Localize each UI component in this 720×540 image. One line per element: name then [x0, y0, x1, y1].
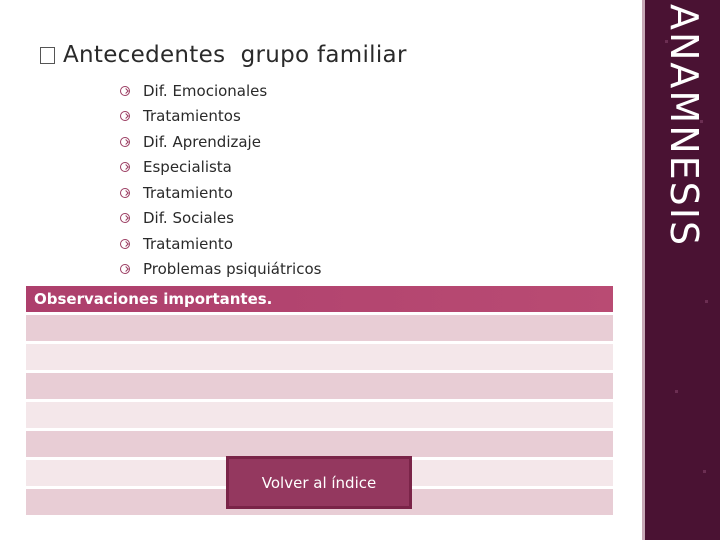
list-item-label: Dif. Aprendizaje	[143, 132, 261, 151]
observations-header: Observaciones importantes.	[26, 286, 613, 312]
observation-row[interactable]	[26, 344, 613, 371]
circle-arrow-bullet-icon	[120, 188, 130, 198]
sidebar-decoration	[705, 300, 708, 303]
circle-arrow-bullet-icon	[120, 111, 130, 121]
circle-arrow-bullet-icon	[120, 86, 130, 96]
list-item	[120, 155, 321, 181]
list-item-label: Tratamiento	[143, 183, 233, 202]
list-item-label: Dif. Sociales	[143, 209, 234, 228]
back-to-index-label: Volver al índice	[261, 473, 377, 492]
list-item	[120, 257, 321, 283]
sidebar-title	[664, 0, 704, 540]
circle-arrow-bullet-icon	[120, 264, 130, 274]
observation-row[interactable]	[26, 315, 613, 342]
back-to-index-button[interactable]	[226, 456, 412, 509]
observation-row[interactable]	[26, 431, 613, 458]
circle-arrow-bullet-icon	[120, 213, 130, 223]
sidebar-title-text: ANAMNESIS	[662, 4, 706, 248]
family-history-list	[120, 78, 321, 282]
list-item-label: Tratamientos	[143, 107, 241, 126]
circle-arrow-bullet-icon	[120, 137, 130, 147]
list-item	[120, 78, 321, 104]
list-item	[120, 180, 321, 206]
checkbox-bullet-icon	[40, 47, 55, 64]
list-item-label: Especialista	[143, 158, 232, 177]
observation-row[interactable]	[26, 373, 613, 400]
observation-row[interactable]	[26, 402, 613, 429]
list-item	[120, 231, 321, 257]
section-title-text: Antecedentes grupo familiar	[63, 42, 407, 68]
list-item	[120, 129, 321, 155]
circle-arrow-bullet-icon	[120, 162, 130, 172]
list-item-label: Problemas psiquiátricos	[143, 260, 322, 279]
list-item-label: Dif. Emocionales	[143, 81, 268, 100]
list-item	[120, 206, 321, 232]
list-item-label: Tratamiento	[143, 234, 233, 253]
sidebar-panel	[642, 0, 720, 540]
section-title	[40, 42, 407, 68]
list-item	[120, 104, 321, 130]
circle-arrow-bullet-icon	[120, 239, 130, 249]
